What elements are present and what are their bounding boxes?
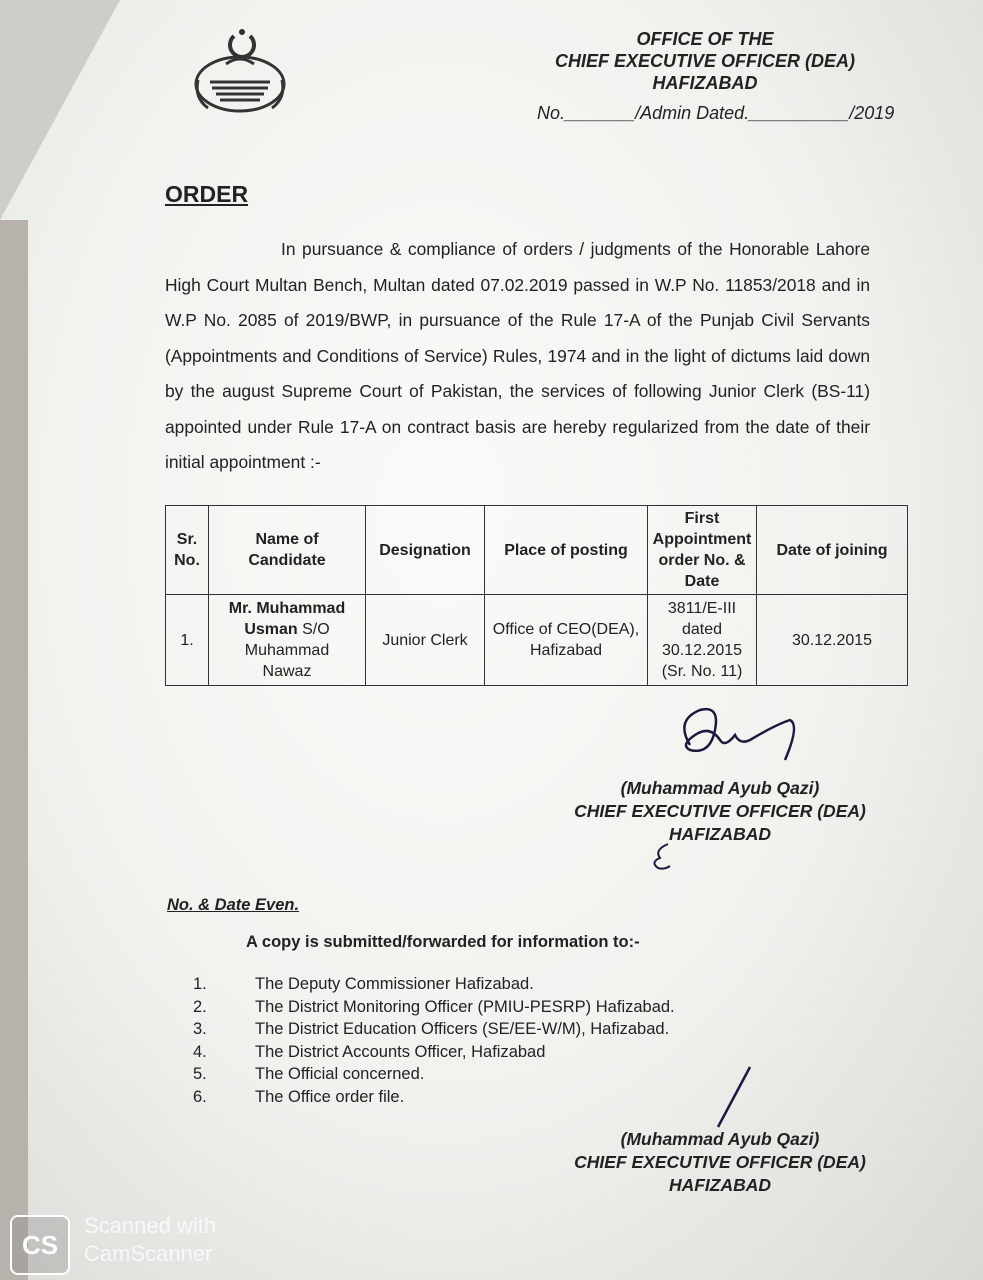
cell-appointment-order: 3811/E-III dated 30.12.2015 (Sr. No. 11) bbox=[648, 595, 757, 686]
order-paragraph: In pursuance & compliance of orders / judgments of the Honorable Lahore High Court Multan Bench, Multan dated 07.02.2019 passed in W.P No. 11853/2018 and in W.P No. 2085 of 2019/BWP, in pursuance of the Rule 17-A of the Punjab Civil Servants (Appointments and Conditions of Service) Rules, 1974 and in the light of dictums laid down by the august Supreme Court of Pakistan, the services of following Junior Clerk (BS-11) appointed under Rule 17-A on contract basis are hereby regularized from the date of their initial appointment :- bbox=[165, 239, 870, 472]
header-candidate-name: Name of Candidate bbox=[209, 506, 366, 595]
table-header-row bbox=[166, 506, 908, 595]
ref-admin: /Admin Dated. bbox=[635, 103, 750, 123]
signatory-place: HAFIZABAD bbox=[668, 824, 772, 844]
distribution-heading: A copy is submitted/forwarded for information to:- bbox=[246, 933, 640, 951]
ref-no-label: No. bbox=[537, 103, 566, 123]
signatory-name: (Muhammad Ayub Qazi) bbox=[620, 1129, 820, 1149]
cell-candidate-name: Mr. Muhammad Usman S/O Muhammad Nawaz bbox=[209, 595, 366, 686]
office-line-1: OFFICE OF THE bbox=[636, 29, 774, 49]
signatory-bottom bbox=[560, 1128, 880, 1197]
handwritten-signature bbox=[660, 700, 810, 780]
signatory-title: CHIEF EXECUTIVE OFFICER (DEA) bbox=[574, 801, 866, 821]
date-even-label: No. & Date Even. bbox=[167, 896, 300, 914]
signatory-place: HAFIZABAD bbox=[668, 1175, 772, 1195]
reference-line: No._______/Admin Dated.__________/2019 bbox=[537, 103, 895, 123]
ref-year: /2019 bbox=[849, 103, 895, 123]
order-title: ORDER bbox=[165, 181, 249, 207]
scanner-watermark: Scanned with CamScanner bbox=[84, 1213, 217, 1266]
list-item: 3. The District Education Officers (SE/EE-W/M), Hafizabad. bbox=[193, 1020, 670, 1038]
office-line-3: HAFIZABAD bbox=[652, 73, 758, 93]
list-item: 1. The Deputy Commissioner Hafizabad. bbox=[193, 975, 534, 993]
header-place-of-posting: Place of posting bbox=[485, 506, 648, 595]
signatory-name: (Muhammad Ayub Qazi) bbox=[620, 778, 820, 798]
header-designation: Designation bbox=[366, 506, 485, 595]
regularization-table bbox=[165, 505, 908, 686]
cell-designation: Junior Clerk bbox=[366, 595, 485, 686]
table-row bbox=[166, 595, 908, 686]
government-emblem-icon bbox=[188, 22, 298, 114]
binder-edge bbox=[0, 220, 28, 1280]
cell-place-of-posting: Office of CEO(DEA), Hafizabad bbox=[485, 595, 648, 686]
page-fold-shadow bbox=[0, 0, 120, 220]
signatory-title: CHIEF EXECUTIVE OFFICER (DEA) bbox=[574, 1152, 866, 1172]
list-item: 5. The Official concerned. bbox=[193, 1065, 425, 1083]
header-date-of-joining: Date of joining bbox=[757, 506, 908, 595]
handwritten-stroke bbox=[710, 1065, 760, 1130]
office-header bbox=[520, 28, 890, 94]
header-sr-no: Sr. No. bbox=[166, 506, 209, 595]
list-item: 2. The District Monitoring Officer (PMIU-PESRP) Hafizabad. bbox=[193, 997, 675, 1016]
list-item: 4. The District Accounts Officer, Hafizabad bbox=[193, 1042, 546, 1061]
office-line-2: CHIEF EXECUTIVE OFFICER (DEA) bbox=[554, 51, 855, 71]
distribution-list bbox=[193, 973, 675, 1108]
handwritten-initial bbox=[650, 840, 674, 870]
header-first-appointment: First Appointment order No. & Date bbox=[648, 506, 757, 595]
signatory-top bbox=[560, 777, 880, 846]
list-item: 6. The Office order file. bbox=[193, 1087, 405, 1106]
cell-date-of-joining: 30.12.2015 bbox=[757, 595, 908, 686]
camscanner-logo-icon: CS bbox=[10, 1215, 70, 1275]
cell-sr-no: 1. bbox=[166, 595, 209, 686]
